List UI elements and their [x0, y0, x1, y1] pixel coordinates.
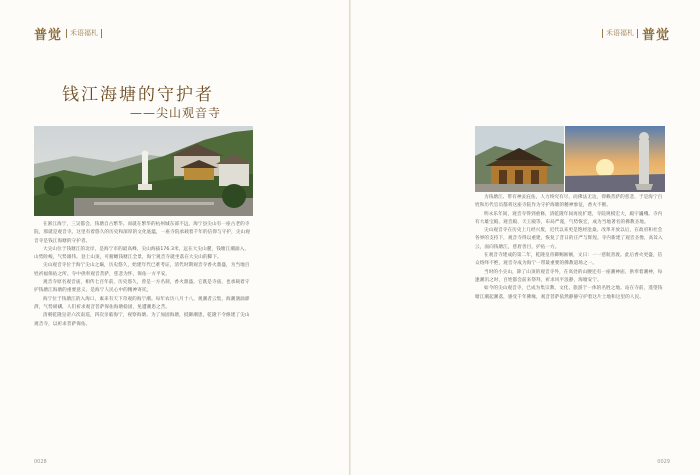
paragraph: 观音寺原名观音庙，相传七百年前，历史悠久，曾是一方名刹，香火鼎盛。它既是寺庙，也承载着守护钱塘江海塘的重要意义，是海宁人民心中的精神寄托。: [34, 280, 250, 294]
guanyin-statue-photo: [565, 126, 665, 192]
column-tag: 禾语福札: [66, 29, 102, 38]
left-page-header: [34, 24, 102, 43]
right-page: [351, 0, 700, 475]
temple-landscape-photo: [34, 126, 253, 216]
paragraph: 如今的尖山观音寺，已成为集宗教、文化、旅游于一体的名胜之地。站在寺前，遥望钱塘江潮起潮落，感受千年佛缘，观音菩萨依然静静守护着这片土地和这里的人民。: [475, 286, 663, 300]
paragraph: 在浙江海宁，三吴都会，钱塘自古繁华。而就在繁华的杭州城东部不远，海宁县尖山有一座古老的寺院，那就是观音寺。这里有着悠久的历史和深厚的文化底蕴，一座寺院承载着千年的信仰与守护，尖山观音寺是钱江海塘的守护者。: [34, 222, 250, 244]
right-page-header: [602, 24, 670, 43]
paragraph: 清朝乾隆皇帝六次南巡，四次亲临海宁，视察海塘。为了加固海塘，抵御潮患，乾隆下令修建了尖山观音寺，以祈求菩萨保佑。: [34, 313, 250, 327]
left-body-text: [34, 221, 252, 329]
left-page: [0, 0, 349, 475]
paragraph: 海宁位于钱塘江的入海口，素来有天下奇观的海宁潮。每年农历八月十八，观潮者云集，海潮汹涌澎湃，气势磅礴，人们祈求观音菩萨保佑海塘稳固，免遭潮患之苦。: [34, 296, 250, 310]
article-subtitle: ——尖山观音寺: [130, 106, 222, 120]
column-tag: 禾语福札: [602, 29, 638, 38]
paragraph: 在观音寺建成的第二年，乾隆皇帝御赐匾额，文曰：一一慈航普渡。此后香火更盛，信众络绎不绝，观音寺成为海宁一带最重要的佛教道场之一。: [475, 253, 663, 267]
brand-logo: 普觉: [34, 28, 63, 43]
right-body-text: [475, 194, 665, 302]
paragraph: 当时的小尖山，除了山顶的观音寺外，在高处的山腰还有一座潮神庙，供奉着潮神，每逢潮汛之时，百姓都会前来祭拜，祈求风平浪静，海塘安宁。: [475, 269, 663, 283]
article-title: 钱江海塘的守护者: [62, 85, 214, 105]
paragraph: 明永乐年间，观音寺得到重修，清乾隆年间再度扩建，寺院规模宏大，殿宇巍峨。寺内有大雄宝殿、观音殿、天王殿等，布局严谨，气势恢宏，成为当地著名的佛教圣地。: [475, 211, 663, 225]
right-page-number: 0029: [657, 459, 670, 465]
left-page-number: 0028: [34, 459, 47, 465]
temple-hall-photo: [475, 126, 564, 192]
paragraph: 尖山观音寺在历史上几经兴废，近代以来更是饱经沧桑。改革开放以后，在政府和社会各界的支持下，观音寺得以重建，恢复了昔日的庄严与辉煌。寺内新建了观音圣像，高耸入云，面向钱塘江，慈眉善目，护佑一方。: [475, 228, 663, 250]
brand-logo: 普觉: [641, 28, 670, 43]
paragraph: 为钱塘江、带有神灵庇佑，人力终究有尽，而佛法无边，仰赖菩萨的慈悲，于是海宁百姓和历代官员都将这座寺院作为守护海塘的精神象征，香火不断。: [475, 195, 663, 209]
paragraph: 大尖山位于钱塘江的北岸，是海宁市的最高峰，尖山海拔176.3米，远在大尖山麓，钱塘江潮涌入，山势险峻，气势雄伟。登上山顶，可俯瞰钱塘江全景，海宁观音寺就坐落在大尖山的脚下。: [34, 246, 250, 261]
paragraph: 尖山观音寺位于海宁尖山之巅，历史悠久，始建年代已难考证，清代时期观音寺香火鼎盛，为当地百姓祈福保佑之所。寺中供奉观音菩萨，慈悲为怀，保佑一方平安。: [34, 263, 250, 277]
